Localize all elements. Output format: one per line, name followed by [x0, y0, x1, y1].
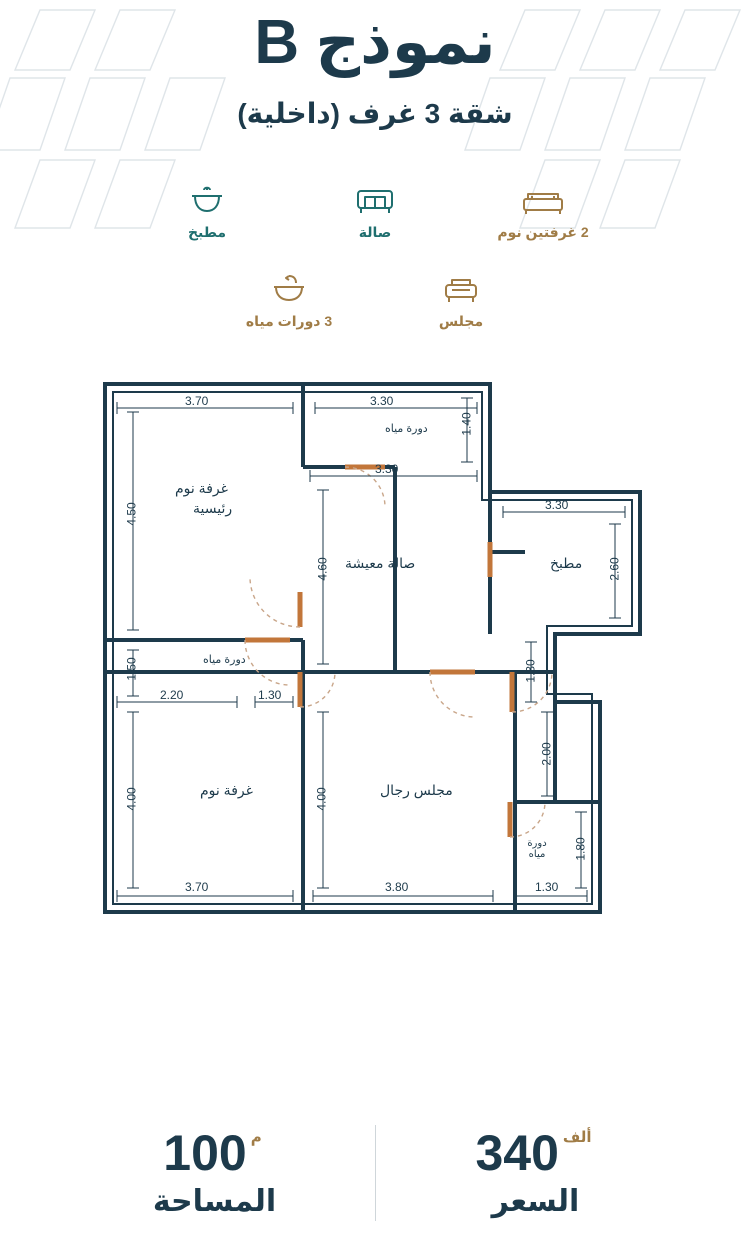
feature-kitchen-label: مطبخ: [187, 224, 227, 241]
features-row-2: [0, 265, 750, 330]
stat-area: [65, 1124, 365, 1219]
feature-kitchen: [151, 176, 263, 241]
feature-living-label: صالة: [358, 224, 392, 241]
room-bath-bottom: دورة مياه: [527, 838, 547, 861]
dim-kitchen-v: 2.60: [607, 557, 622, 581]
room-bath-top: دورة مياه: [385, 423, 428, 436]
stat-area-caption: المساحة: [152, 1184, 277, 1218]
feature-living: [319, 176, 431, 241]
dim-living-v: 4.60: [315, 557, 330, 581]
room-bedroom-2: غرفة نوم: [200, 782, 253, 799]
floorplan-section: [0, 372, 750, 952]
dim-kitchen-w: 3.30: [545, 498, 569, 513]
dim-bottom-mid: 3.80: [385, 880, 409, 895]
bed-icon: [487, 176, 599, 216]
features-row-1: [0, 176, 750, 241]
dim-corridor-w: 1.30: [258, 688, 282, 703]
dim-bath-mid-w: 2.20: [160, 688, 184, 703]
room-bath-mid: دورة مياه: [203, 654, 246, 667]
sink-icon: [233, 265, 345, 305]
dim-right-200: 2.00: [539, 742, 554, 766]
dim-living-top: 3.30: [375, 462, 399, 477]
stat-area-unit: م: [250, 1128, 262, 1146]
stat-price-value: 340: [475, 1124, 559, 1181]
kitchen-icon: [151, 176, 263, 216]
room-living: صالة معيشة: [345, 555, 416, 572]
room-master-bedroom-line1: غرفة نوم: [175, 480, 228, 497]
feature-bedrooms-label: 2 غرفتين نوم: [497, 224, 589, 241]
page-title: نموذج B: [254, 8, 496, 77]
room-master-bedroom-line2: رئيسية: [193, 500, 233, 517]
dim-bed2-v: 4.00: [124, 787, 139, 811]
dim-master-v: 4.50: [124, 502, 139, 526]
features-section: [0, 176, 750, 330]
dim-majlis-v: 4.00: [314, 787, 329, 811]
dim-top-left: 3.70: [185, 394, 209, 409]
dim-right-180: 1.80: [573, 837, 588, 861]
sofa-icon: [319, 176, 431, 216]
feature-bathrooms-label: 3 دورات مياه: [245, 313, 333, 330]
room-kitchen: مطبخ: [550, 555, 583, 572]
dim-bottom-right: 1.30: [535, 880, 559, 895]
page-subtitle: شقة 3 غرف (داخلية): [237, 98, 513, 130]
dim-bath-top-v: 1.40: [459, 412, 474, 436]
stat-price-caption: السعر: [491, 1184, 580, 1218]
dim-bath-mid-v: 1.50: [124, 657, 139, 681]
feature-majlis-label: مجلس: [438, 313, 484, 330]
feature-bedrooms: [487, 176, 599, 241]
stat-area-value: 100: [163, 1124, 247, 1181]
feature-bathrooms: [233, 265, 345, 330]
stats-divider: [375, 1125, 376, 1221]
armchair-icon: [405, 265, 517, 305]
room-majlis: مجلس رجال: [380, 782, 453, 799]
stat-price: [386, 1124, 686, 1219]
dim-right-130: 1.30: [523, 659, 538, 683]
floorplan: [95, 372, 655, 952]
dim-top-right: 3.30: [370, 394, 394, 409]
stats-section: [0, 1125, 750, 1221]
feature-majlis: [405, 265, 517, 330]
dim-bottom-left: 3.70: [185, 880, 209, 895]
header: [0, 0, 750, 130]
stat-price-unit: ألف: [562, 1128, 592, 1146]
